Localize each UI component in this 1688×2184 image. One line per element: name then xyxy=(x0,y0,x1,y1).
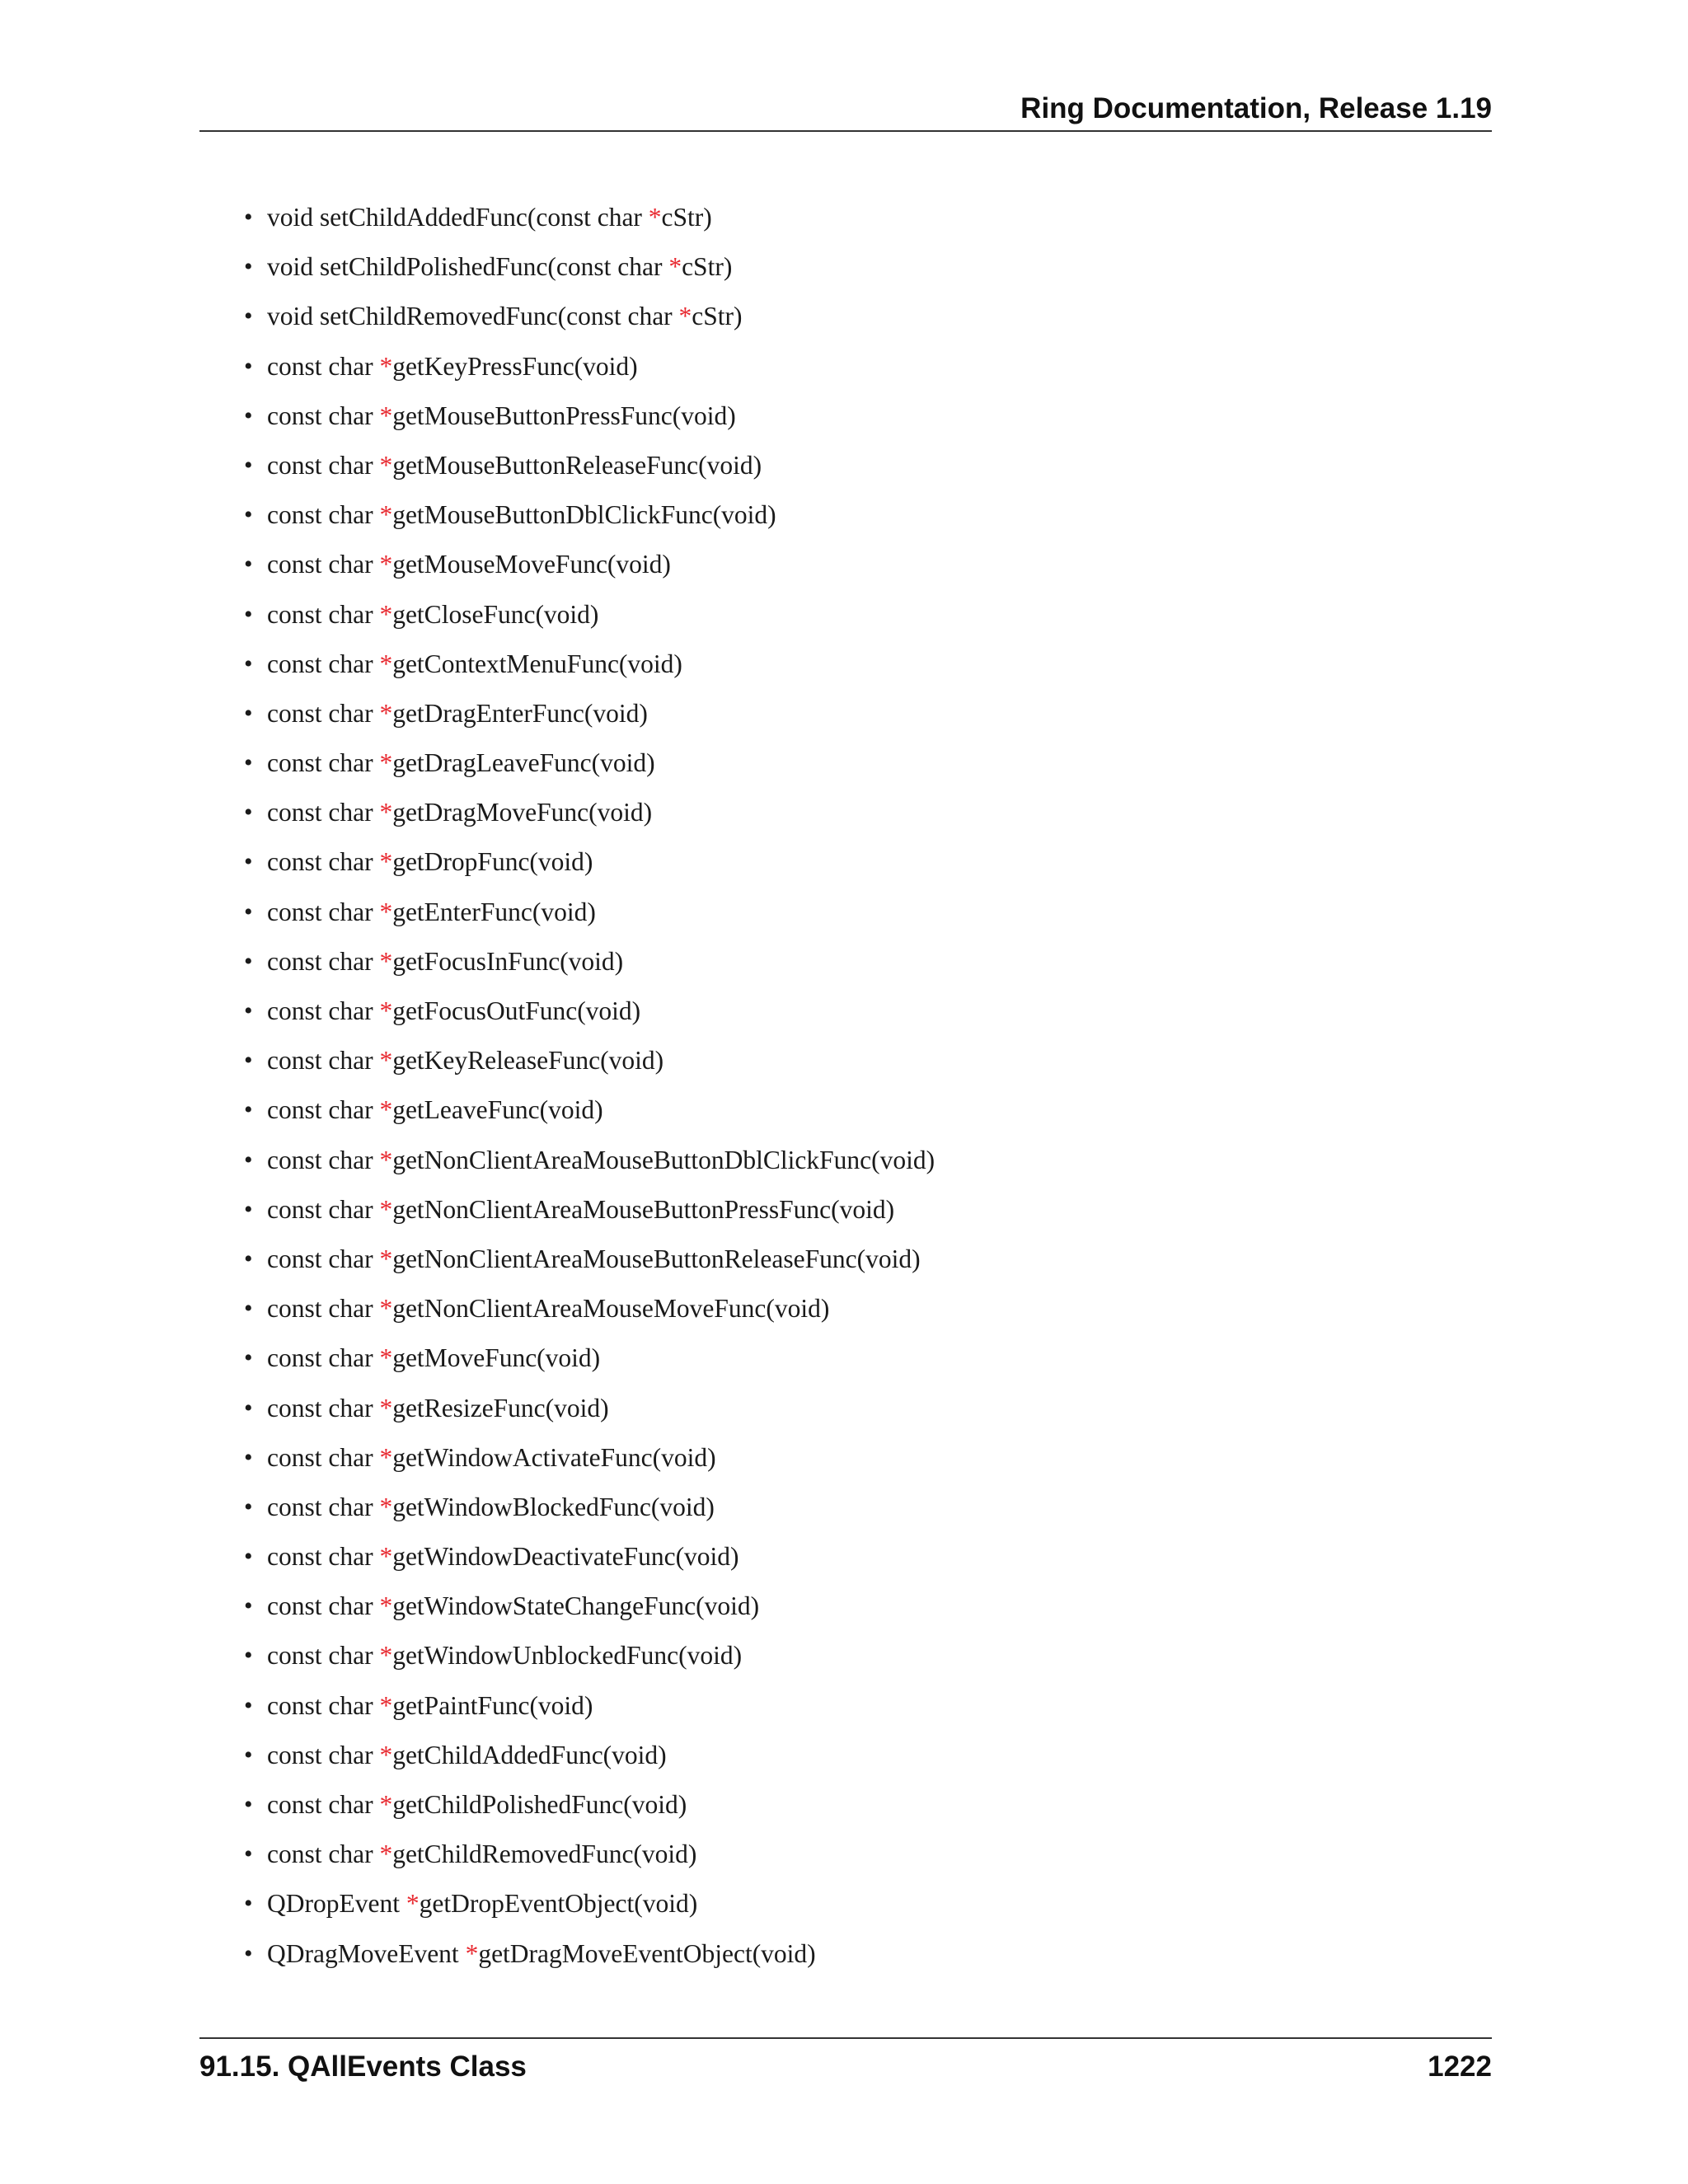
bullet-icon: • xyxy=(244,1195,253,1223)
pointer-asterisk: * xyxy=(379,1046,393,1076)
list-item xyxy=(244,1582,1480,1631)
method-signature-suffix: getFocusInFunc(void) xyxy=(392,946,624,976)
pointer-asterisk: * xyxy=(379,1542,393,1572)
document-title: Ring Documentation, Release 1.19 xyxy=(1020,92,1492,124)
method-signature-prefix: const char xyxy=(267,847,380,877)
method-signature-suffix: getMoveFunc(void) xyxy=(392,1343,601,1373)
pointer-asterisk: * xyxy=(379,1442,393,1472)
pointer-asterisk: * xyxy=(379,1840,393,1869)
method-signature-prefix: const char xyxy=(267,1095,380,1125)
bullet-icon: • xyxy=(244,1890,253,1918)
method-signature-suffix: getDragMoveEventObject(void) xyxy=(478,1938,816,1968)
list-item xyxy=(244,193,1480,242)
pointer-asterisk: * xyxy=(678,302,692,331)
list-item xyxy=(244,490,1480,540)
bullet-icon: • xyxy=(244,1642,253,1670)
list-item xyxy=(244,738,1480,788)
bullet-icon: • xyxy=(244,1344,253,1372)
method-signature-prefix: const char xyxy=(267,599,380,629)
pointer-asterisk: * xyxy=(379,1740,393,1769)
pointer-asterisk: * xyxy=(379,1343,393,1373)
list-item xyxy=(244,1036,1480,1085)
list-item xyxy=(244,1631,1480,1680)
method-signature-suffix: getContextMenuFunc(void) xyxy=(392,649,682,678)
method-signature-prefix: QDropEvent xyxy=(267,1889,406,1919)
pointer-asterisk: * xyxy=(379,798,393,827)
list-item xyxy=(244,1433,1480,1483)
method-signature-prefix: void setChildPolishedFunc(const char xyxy=(267,252,669,282)
method-signature-prefix: const char xyxy=(267,1690,380,1720)
pointer-asterisk: * xyxy=(379,1641,393,1671)
method-signature-prefix: const char xyxy=(267,1343,380,1373)
list-item xyxy=(244,640,1480,689)
bullet-icon: • xyxy=(244,204,253,231)
method-signature-suffix: getNonClientAreaMouseButtonReleaseFunc(void) xyxy=(392,1244,921,1273)
list-item xyxy=(244,689,1480,738)
method-signature-suffix: getWindowDeactivateFunc(void) xyxy=(392,1542,739,1572)
method-signature-prefix: const char xyxy=(267,1294,380,1324)
list-item xyxy=(244,1731,1480,1780)
method-signature-prefix: const char xyxy=(267,698,380,728)
method-signature-suffix: getWindowActivateFunc(void) xyxy=(392,1442,716,1472)
bullet-icon: • xyxy=(244,352,253,380)
bullet-icon: • xyxy=(244,1394,253,1422)
bullet-icon: • xyxy=(244,1939,253,1967)
method-signature-prefix: const char xyxy=(267,1393,380,1422)
pointer-asterisk: * xyxy=(379,996,393,1025)
method-signature-prefix: QDragMoveEvent xyxy=(267,1938,466,1968)
list-item xyxy=(244,1929,1480,1979)
bullet-icon: • xyxy=(244,551,253,579)
pointer-asterisk: * xyxy=(379,1194,393,1224)
method-signature-prefix: const char xyxy=(267,1740,380,1769)
bullet-icon: • xyxy=(244,1791,253,1818)
method-signature-prefix: const char xyxy=(267,1790,380,1819)
list-item xyxy=(244,342,1480,391)
method-signature-suffix: getWindowStateChangeFunc(void) xyxy=(392,1591,760,1621)
pointer-asterisk: * xyxy=(379,748,393,778)
method-signature-suffix: getCloseFunc(void) xyxy=(392,599,599,629)
pointer-asterisk: * xyxy=(379,1790,393,1819)
method-signature-prefix: void setChildRemovedFunc(const char xyxy=(267,302,679,331)
method-signature-suffix: getDropFunc(void) xyxy=(392,847,593,877)
list-item xyxy=(244,1681,1480,1731)
method-signature-prefix: const char xyxy=(267,1542,380,1572)
pointer-asterisk: * xyxy=(379,1393,393,1422)
list-item xyxy=(244,590,1480,640)
method-signature-prefix: const char xyxy=(267,1442,380,1472)
method-signature-prefix: const char xyxy=(267,1840,380,1869)
method-signature-suffix: getDragLeaveFunc(void) xyxy=(392,748,655,778)
method-signature-suffix: getNonClientAreaMouseButtonPressFunc(void) xyxy=(392,1194,895,1224)
method-signature-suffix: getMouseButtonPressFunc(void) xyxy=(392,401,736,430)
method-signature-prefix: const char xyxy=(267,351,380,381)
pointer-asterisk: * xyxy=(379,401,393,430)
bullet-icon: • xyxy=(244,1592,253,1620)
list-item xyxy=(244,788,1480,837)
pointer-asterisk: * xyxy=(465,1938,479,1968)
method-signature-prefix: const char xyxy=(267,1641,380,1671)
pointer-asterisk: * xyxy=(379,698,393,728)
method-signature-prefix: const char xyxy=(267,500,380,530)
method-signature-suffix: getLeaveFunc(void) xyxy=(392,1095,603,1125)
method-signature-suffix: getWindowUnblockedFunc(void) xyxy=(392,1641,743,1671)
bullet-icon: • xyxy=(244,501,253,529)
list-item xyxy=(244,292,1480,341)
pointer-asterisk: * xyxy=(648,203,662,232)
pointer-asterisk: * xyxy=(379,599,393,629)
bullet-icon: • xyxy=(244,1295,253,1323)
method-signature-suffix: getDropEventObject(void) xyxy=(419,1889,698,1919)
bullet-icon: • xyxy=(244,401,253,429)
method-signature-suffix: getNonClientAreaMouseButtonDblClickFunc(void) xyxy=(392,1145,935,1174)
bullet-icon: • xyxy=(244,749,253,777)
bullet-icon: • xyxy=(244,1146,253,1174)
bullet-icon: • xyxy=(244,1543,253,1571)
method-signature-prefix: const char xyxy=(267,1591,380,1621)
method-signature-prefix: const char xyxy=(267,1492,380,1521)
list-item xyxy=(244,1830,1480,1879)
pointer-asterisk: * xyxy=(379,1690,393,1720)
method-signature-prefix: const char xyxy=(267,897,380,926)
list-item xyxy=(244,1085,1480,1135)
method-signature-prefix: const char xyxy=(267,996,380,1025)
list-item xyxy=(244,391,1480,441)
method-signature-suffix: getNonClientAreaMouseMoveFunc(void) xyxy=(392,1294,830,1324)
pointer-asterisk: * xyxy=(379,450,393,480)
list-item xyxy=(244,1532,1480,1582)
pointer-asterisk: * xyxy=(379,1591,393,1621)
method-signature-suffix: getChildRemovedFunc(void) xyxy=(392,1840,697,1869)
list-item xyxy=(244,1483,1480,1532)
list-item xyxy=(244,441,1480,490)
method-signature-suffix: getEnterFunc(void) xyxy=(392,897,596,926)
bullet-icon: • xyxy=(244,1741,253,1769)
bullet-icon: • xyxy=(244,302,253,330)
page-number: 1222 xyxy=(1428,2050,1492,2083)
method-signature-suffix: getWindowBlockedFunc(void) xyxy=(392,1492,715,1521)
bullet-icon: • xyxy=(244,649,253,677)
list-item xyxy=(244,1185,1480,1235)
bullet-icon: • xyxy=(244,1047,253,1075)
list-item xyxy=(244,540,1480,589)
method-signature-prefix: const char xyxy=(267,798,380,827)
method-signature-suffix: cStr) xyxy=(692,302,743,331)
method-signature-suffix: getKeyReleaseFunc(void) xyxy=(392,1046,664,1076)
page-header xyxy=(199,92,1492,132)
method-signature-suffix: getDragMoveFunc(void) xyxy=(392,798,653,827)
page-footer xyxy=(199,2037,1492,2088)
method-signature-suffix: getMouseMoveFunc(void) xyxy=(392,550,671,579)
method-signature-prefix: const char xyxy=(267,1244,380,1273)
bullet-icon: • xyxy=(244,997,253,1024)
pointer-asterisk: * xyxy=(379,351,393,381)
method-signature-suffix: getChildAddedFunc(void) xyxy=(392,1740,667,1769)
method-signature-suffix: getPaintFunc(void) xyxy=(392,1690,593,1720)
list-item xyxy=(244,837,1480,887)
bullet-icon: • xyxy=(244,799,253,827)
bullet-icon: • xyxy=(244,451,253,479)
bullet-icon: • xyxy=(244,253,253,281)
bullet-icon: • xyxy=(244,699,253,727)
list-item xyxy=(244,242,1480,292)
bullet-icon: • xyxy=(244,898,253,926)
list-item xyxy=(244,1235,1480,1284)
method-signature-prefix: const char xyxy=(267,649,380,678)
method-signature-suffix: getMouseButtonDblClickFunc(void) xyxy=(392,500,776,530)
method-signature-prefix: const char xyxy=(267,946,380,976)
method-signature-suffix: getFocusOutFunc(void) xyxy=(392,996,641,1025)
list-item xyxy=(244,888,1480,937)
bullet-icon: • xyxy=(244,1493,253,1521)
list-item xyxy=(244,1780,1480,1830)
method-signature-suffix: getKeyPressFunc(void) xyxy=(392,351,638,381)
method-signature-prefix: const char xyxy=(267,748,380,778)
pointer-asterisk: * xyxy=(668,252,682,282)
method-signature-suffix: getChildPolishedFunc(void) xyxy=(392,1790,687,1819)
bullet-icon: • xyxy=(244,1096,253,1124)
bullet-icon: • xyxy=(244,947,253,975)
method-signature-prefix: const char xyxy=(267,401,380,430)
pointer-asterisk: * xyxy=(379,897,393,926)
list-item xyxy=(244,987,1480,1036)
method-signature-prefix: void setChildAddedFunc(const char xyxy=(267,203,649,232)
list-item xyxy=(244,937,1480,987)
list-item xyxy=(244,1284,1480,1333)
bullet-icon: • xyxy=(244,600,253,628)
pointer-asterisk: * xyxy=(379,1492,393,1521)
bullet-icon: • xyxy=(244,848,253,876)
method-signature-suffix: getResizeFunc(void) xyxy=(392,1393,609,1422)
method-signature-prefix: const char xyxy=(267,1194,380,1224)
bullet-icon: • xyxy=(244,1840,253,1868)
method-signature-suffix: getMouseButtonReleaseFunc(void) xyxy=(392,450,762,480)
pointer-asterisk: * xyxy=(406,1889,420,1919)
pointer-asterisk: * xyxy=(379,847,393,877)
pointer-asterisk: * xyxy=(379,1145,393,1174)
list-item xyxy=(244,1333,1480,1383)
method-list xyxy=(244,193,1480,1979)
method-signature-prefix: const char xyxy=(267,550,380,579)
method-signature-prefix: const char xyxy=(267,450,380,480)
method-signature-suffix: getDragEnterFunc(void) xyxy=(392,698,648,728)
method-signature-prefix: const char xyxy=(267,1145,380,1174)
bullet-icon: • xyxy=(244,1244,253,1272)
pointer-asterisk: * xyxy=(379,500,393,530)
method-signature-prefix: const char xyxy=(267,1046,380,1076)
method-signature-suffix: cStr) xyxy=(661,203,712,232)
bullet-icon: • xyxy=(244,1691,253,1719)
list-item xyxy=(244,1136,1480,1185)
pointer-asterisk: * xyxy=(379,1244,393,1273)
pointer-asterisk: * xyxy=(379,550,393,579)
bullet-icon: • xyxy=(244,1443,253,1471)
pointer-asterisk: * xyxy=(379,649,393,678)
method-signature-suffix: cStr) xyxy=(682,252,733,282)
pointer-asterisk: * xyxy=(379,1095,393,1125)
list-item xyxy=(244,1384,1480,1433)
pointer-asterisk: * xyxy=(379,946,393,976)
list-item xyxy=(244,1879,1480,1929)
section-title: 91.15. QAllEvents Class xyxy=(199,2050,527,2083)
pointer-asterisk: * xyxy=(379,1294,393,1324)
